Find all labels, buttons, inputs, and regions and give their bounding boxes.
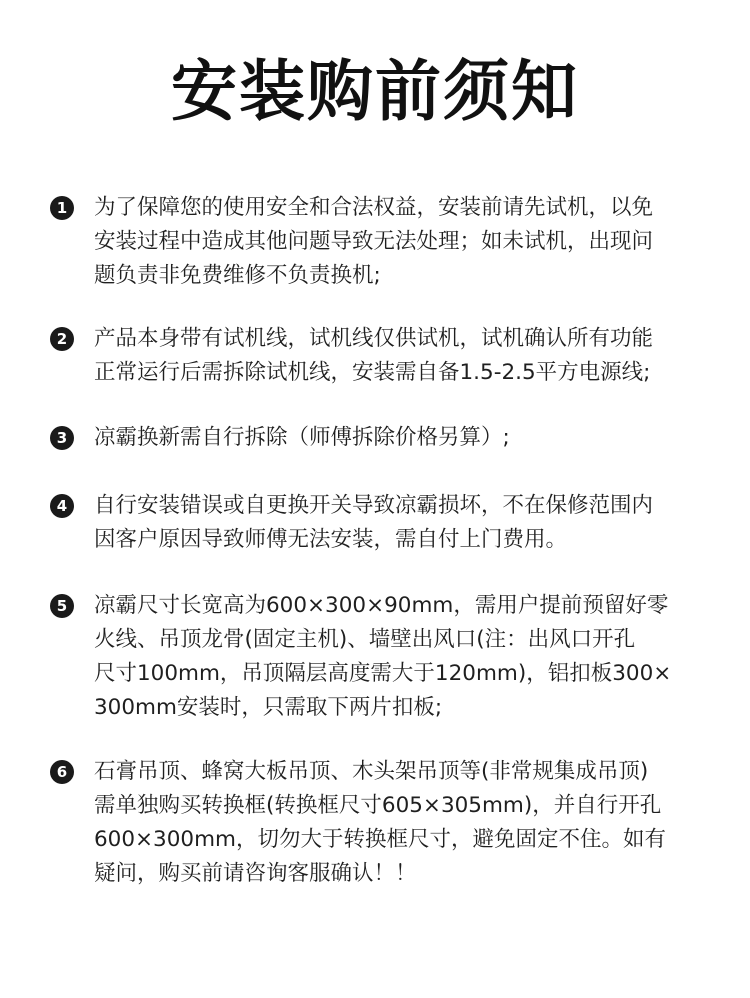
note-line: 疑问，购买前请咨询客服确认！！: [94, 861, 417, 886]
note-text: [94, 421, 714, 455]
note-line: 产品本身带有试机线，试机线仅供试机，试机确认所有功能: [94, 326, 654, 351]
note-line: 石膏吊顶、蜂窝大板吊顶、木头架吊顶等(非常规集成吊顶): [94, 759, 649, 784]
page-title: 安装购前须知: [171, 53, 579, 130]
note-text: [94, 755, 714, 891]
number-badge-4: 4: [50, 494, 74, 518]
note-line: 600×300mm，切勿大于转换框尺寸，避免固定不住。如有: [94, 827, 666, 852]
note-line: 尺寸100mm，吊顶隔层高度需大于120mm)，铝扣板300×: [94, 661, 672, 686]
note-line: 300mm安装时，只需取下两片扣板;: [94, 695, 443, 720]
note-line: 因客户原因导致师傅无法安装，需自付上门费用。: [94, 527, 568, 552]
note-line: 为了保障您的使用安全和合法权益，安装前请先试机，以免: [94, 195, 654, 220]
note-line: 正常运行后需拆除试机线，安装需自备1.5-2.5平方电源线;: [94, 360, 651, 385]
note-text: [94, 589, 714, 725]
note-line: 题负责非免费维修不负责换机;: [94, 263, 381, 288]
note-text: [94, 191, 714, 293]
number-badge-1: 1: [50, 196, 74, 220]
number-badge-2: 2: [50, 327, 74, 351]
note-line: 凉霸换新需自行拆除（师傅拆除价格另算）;: [94, 425, 510, 450]
number-badge-3: 3: [50, 426, 74, 450]
note-text: [94, 322, 714, 390]
note-line: 自行安装错误或自更换开关导致凉霸损坏，不在保修范围内: [94, 493, 654, 518]
note-line: 凉霸尺寸长宽高为600×300×90mm，需用户提前预留好零: [94, 593, 669, 618]
number-badge-5: 5: [50, 594, 74, 618]
note-line: 安装过程中造成其他问题导致无法处理；如未试机，出现问: [94, 229, 654, 254]
note-line: 需单独购买转换框(转换框尺寸605×305mm)，并自行开孔: [94, 793, 662, 818]
note-line: 火线、吊顶龙骨(固定主机)、墙壁出风口(注：出风口开孔: [94, 627, 636, 652]
note-text: [94, 489, 714, 557]
number-badge-6: 6: [50, 760, 74, 784]
